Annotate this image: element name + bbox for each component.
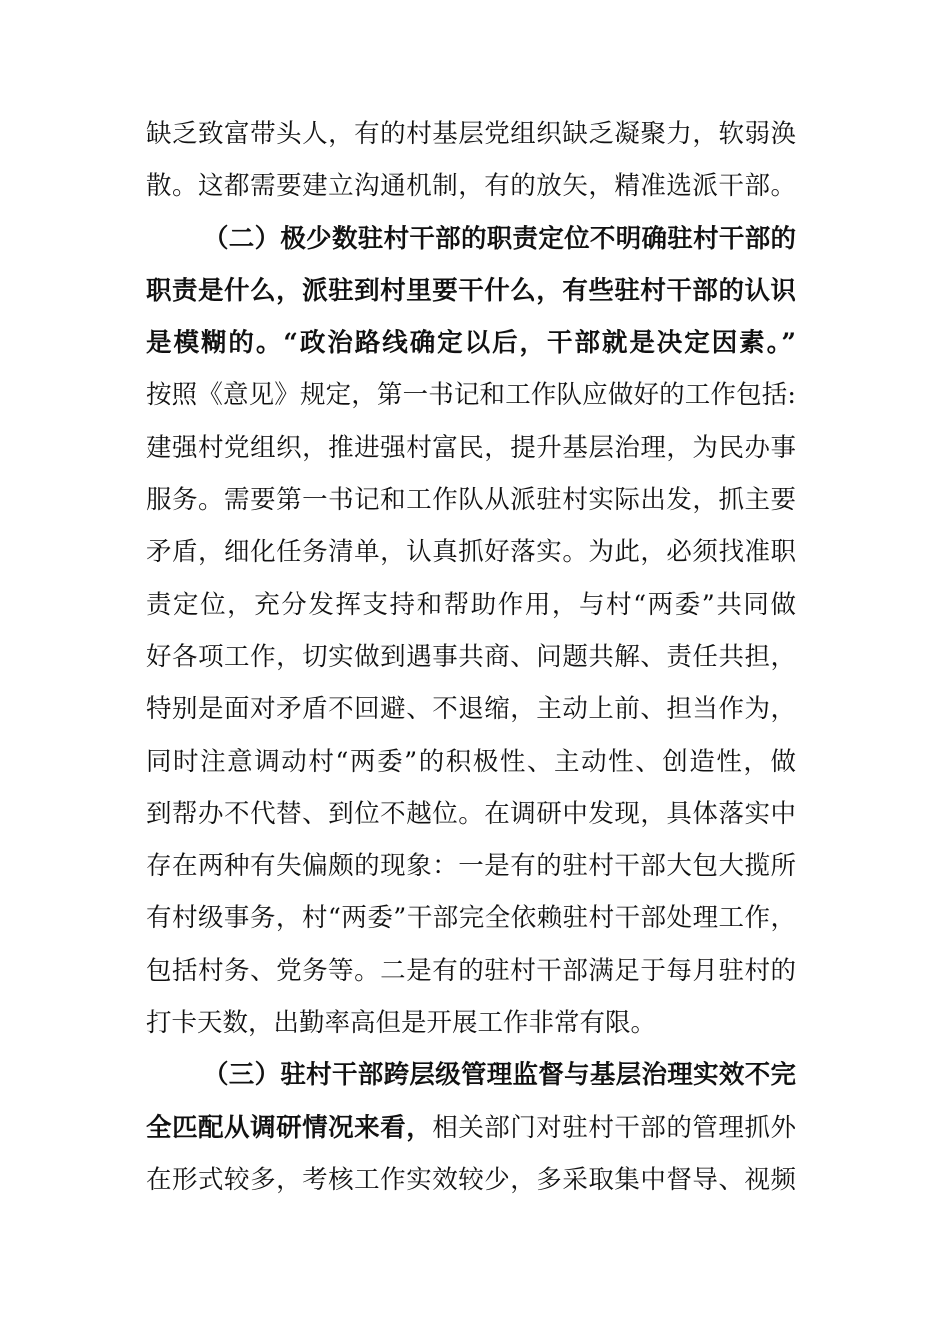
body-text-run: 存在两种有失偏颇的现象：一是有的驻村干部大包大揽所: [146, 851, 796, 882]
body-text-run: 特别是面对矛盾不回避、不退缩，主动上前、担当作为，: [146, 694, 796, 725]
paragraph-line: [146, 474, 796, 526]
body-text-run: 同时注意调动村“两委”的积极性、主动性、创造性，做: [146, 746, 796, 777]
bold-text: （二）极少数驻村干部的职责定位不明确驻村干部的: [203, 223, 796, 254]
paragraph-line: [146, 945, 796, 997]
section-heading-line: [146, 213, 796, 265]
body-text-run: 矛盾，细化任务清单，认真抓好落实。为此，必须找准职: [146, 537, 796, 568]
body-text-run: 相关部门对驻村干部的管理抓外: [432, 1112, 796, 1143]
body-text: [146, 108, 796, 1206]
paragraph-line: [146, 369, 796, 421]
paragraph-line: [146, 422, 796, 474]
paragraph-line: [146, 683, 796, 735]
bold-text: 全匹配从调研情况来看，: [146, 1112, 433, 1143]
body-text-run: 缺乏致富带头人，有的村基层党组织缺乏凝聚力，软弱涣: [146, 119, 796, 149]
body-text-run: 有村级事务，村“两委”干部完全依赖驻村干部处理工作，: [146, 903, 796, 934]
body-text-run: 好各项工作，切实做到遇事共商、问题共解、责任共担，: [146, 641, 796, 672]
paragraph-line: [146, 579, 796, 631]
bold-text: （三）驻村干部跨层级管理监督与基层治理实效不完: [203, 1060, 796, 1091]
paragraph-line: [146, 840, 796, 892]
body-text-run: 服务。需要第一书记和工作队从派驻村实际出发，抓主要: [146, 485, 796, 516]
paragraph-line: [146, 997, 796, 1049]
paragraph-line: [146, 1154, 796, 1206]
body-text-run: 责定位，充分发挥支持和帮助作用，与村“两委”共同做: [146, 589, 796, 620]
bold-text: 是模糊的。“政治路线确定以后，干部就是决定因素。”: [146, 328, 796, 359]
section-heading-line: [146, 1049, 796, 1101]
body-text-run: 散。这都需要建立沟通机制，有的放矢，精准选派干部。: [146, 171, 796, 202]
paragraph-line: [146, 892, 796, 944]
body-text-run: 包括村务、党务等。二是有的驻村干部满足于每月驻村的: [146, 955, 796, 986]
paragraph-line: [146, 526, 796, 578]
body-text-run: 建强村党组织，推进强村富民，提升基层治理，为民办事: [146, 432, 796, 463]
body-text-run: 按照《意见》规定，第一书记和工作队应做好的工作包括:: [146, 380, 796, 411]
paragraph-line: [146, 788, 796, 840]
body-text-run: 在形式较多，考核工作实效较少，多采取集中督导、视频: [146, 1164, 796, 1195]
paragraph-line: [146, 631, 796, 683]
bold-text: 职责是什么，派驻到村里要干什么，有些驻村干部的认识: [146, 275, 796, 306]
paragraph-line: [146, 160, 796, 212]
section-heading-line: [146, 1102, 796, 1154]
paragraph-line: [146, 108, 796, 160]
body-text-run: 打卡天数，出勤率高但是开展工作非常有限。: [146, 1008, 657, 1039]
section-heading-line: [146, 265, 796, 317]
paragraph-line: [146, 736, 796, 788]
section-heading-line: [146, 317, 796, 369]
body-text-run: 到帮办不代替、到位不越位。在调研中发现，具体落实中: [146, 798, 796, 829]
